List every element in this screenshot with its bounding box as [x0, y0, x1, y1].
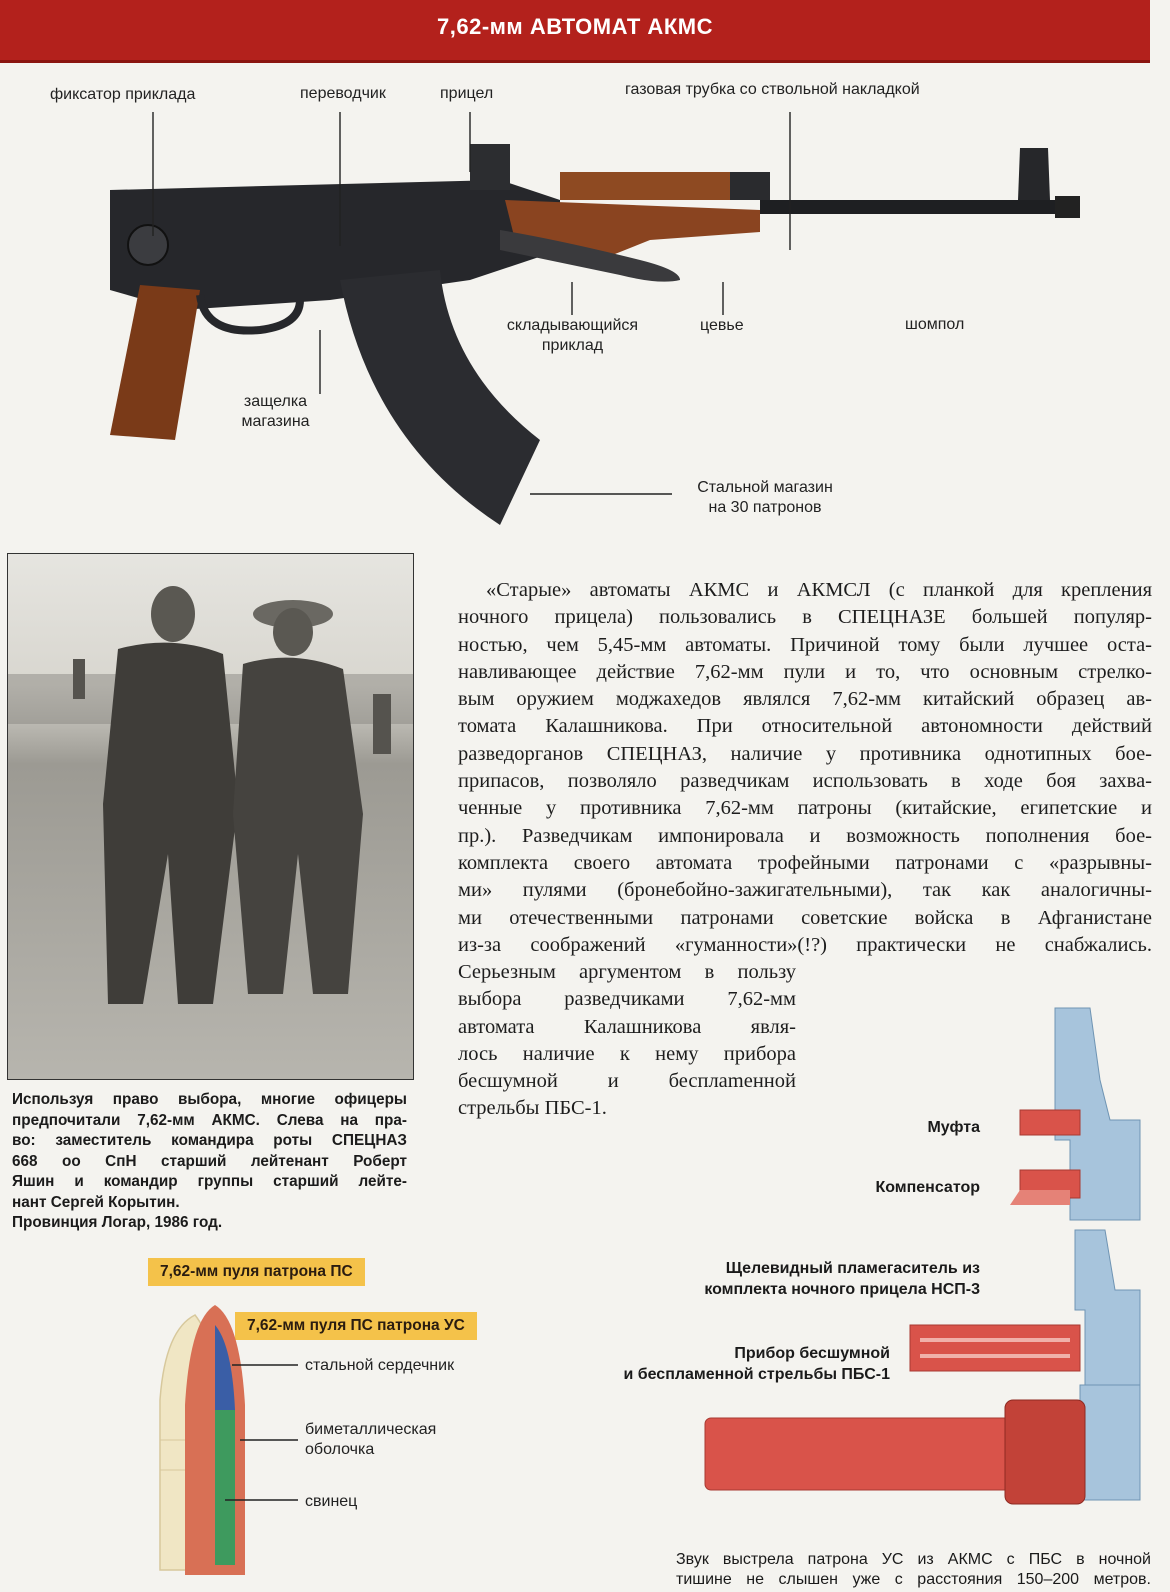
- article-line: лось наличие к нему прибора: [458, 1042, 796, 1065]
- article-line: «Старые» автоматы АКМС и АКМСЛ (с планкой для крепления: [486, 579, 1152, 601]
- label-jacket: [305, 1420, 436, 1460]
- label-pbs: [580, 1343, 890, 1385]
- article-line: ченные у противника 7,62-мм патроны (китайские, египетские и: [458, 797, 1152, 820]
- article-line: ми отечественными патронами советские войска в Афганистане: [458, 906, 1152, 929]
- stock-latch-disc: [128, 225, 168, 265]
- article-line: стрельбы ПБС-1.: [458, 1097, 607, 1120]
- label-jacket-line2: оболочка: [305, 1441, 375, 1458]
- article-line: выбора разведчиками 7,62-мм: [458, 988, 796, 1011]
- photo-caption-line: Яшин и командир группы старший лейте-: [12, 1173, 407, 1190]
- label-mag-catch-line1: защелка: [243, 393, 308, 410]
- label-magazine-line2: на 30 патронов: [708, 499, 822, 516]
- label-cleaning-rod: шомпол: [905, 316, 965, 333]
- label-gas-tube: газовая трубка со ствольной накладкой: [625, 81, 920, 98]
- article-line: ночного прицела) пользовались в СПЕЦНАЗЕ большей популяр-: [458, 606, 1152, 629]
- label-jacket-line1: биметаллическая: [305, 1421, 437, 1438]
- label-magazine: [680, 478, 850, 518]
- photo-caption-line: нант Сергей Корытин.: [12, 1193, 180, 1211]
- label-sight: прицел: [440, 85, 494, 102]
- label-selector: переводчик: [300, 85, 386, 102]
- article-line: вым оружием моджахедов являлся 7,62-мм китайский образец ав-: [458, 688, 1152, 711]
- label-pbs-line2: и беспламенной стрельбы ПБС-1: [623, 1366, 890, 1383]
- muzzle-devices-diagram: [690, 1000, 1170, 1510]
- label-compensator: Компенсатор: [875, 1179, 980, 1196]
- label-handguard: цевье: [700, 317, 744, 334]
- label-magazine-line1: Стальной магазин: [697, 479, 833, 496]
- rear-sight: [470, 144, 510, 190]
- label-steel-core: стальной сердечник: [305, 1357, 455, 1374]
- label-flash-hider: [640, 1258, 980, 1300]
- coupling: [1020, 1110, 1080, 1135]
- label-ps-bullet: 7,62-мм пуля патрона ПС: [148, 1258, 365, 1286]
- article-line: пр.). Разведчикам импонировала и возможность пополнения бое-: [458, 824, 1152, 847]
- article-line: припасов, позволяло разведчикам использовать в ходе боя захва-: [458, 770, 1152, 793]
- photo-soldiers: [7, 553, 414, 1080]
- article-line: комплекта своего автомата трофейными патронами с «разрывны-: [458, 851, 1152, 874]
- article-line: разведорганов СПЕЦНАЗ, наличие у противника однотипных бое-: [458, 742, 1152, 765]
- label-pbs-line1: Прибор бесшумной: [734, 1345, 890, 1362]
- soldier-left-head: [151, 586, 195, 642]
- label-stock-latch: фиксатор приклада: [50, 86, 196, 103]
- article-body-wide: [458, 577, 1152, 959]
- rifle-illustration: [0, 60, 1170, 560]
- label-folding-stock-line2: приклад: [541, 337, 604, 354]
- label-us-bullet: 7,62-мм пуля ПС патрона УС: [235, 1312, 477, 1340]
- article-line: из-за соображений «гуманности»(!?) практически не снабжались.: [458, 933, 1152, 956]
- article-line: автомата Калашникова явля-: [458, 1015, 796, 1038]
- label-mag-catch-line2: магазина: [241, 413, 310, 430]
- label-mag-catch: [228, 392, 323, 432]
- pbs-caption-line2: тишине не слышен уже с расстояния 150–200 метров.: [676, 1571, 1151, 1588]
- magazine: [340, 270, 540, 525]
- article-line: томата Калашникова. При относительной автономности действий: [458, 715, 1152, 738]
- label-flash-hider-line1: Щелевидный пламегаситель из: [725, 1260, 980, 1277]
- page-title: 7,62-мм АВТОМАТ АКМС: [437, 14, 713, 39]
- photo-caption: [12, 1090, 407, 1234]
- pistol-grip: [110, 285, 200, 440]
- article-line: Серьезным аргументом в пользу: [458, 961, 796, 983]
- lead-core: [215, 1410, 235, 1565]
- photo-caption-line: 668 оо СпН старший лейтенант Роберт: [12, 1152, 407, 1170]
- label-folding-stock-line1: складывающийся: [506, 317, 639, 334]
- pbs-knurled-ring: [1005, 1400, 1085, 1504]
- pbs-caption: [676, 1550, 1151, 1590]
- pbs-caption-line1: Звук выстрела патрона УС из АКМС с ПБС в ночной: [676, 1551, 1151, 1568]
- front-sight-block-2: [1075, 1230, 1140, 1400]
- article-line: ностью, чем 5,45-мм автоматы. Причиной тому были лучшее оста-: [458, 633, 1152, 656]
- label-folding-stock: [490, 316, 655, 356]
- article-line: бесшумной и бесплameнной: [458, 1070, 796, 1093]
- flash-hider: [910, 1325, 1080, 1371]
- photo-caption-line: предпочитали 7,62-мм АКМС. Слева на пра-: [12, 1111, 407, 1129]
- article-line: навливающее действие 7,62-мм пули и то, что основным стрелко-: [458, 660, 1152, 683]
- photo-caption-location: Провинция Логар, 1986 год.: [12, 1214, 223, 1231]
- pbs-suppressor: [705, 1418, 1025, 1490]
- photo-caption-line: Используя право выбора, многие офицеры: [12, 1091, 407, 1108]
- label-flash-hider-line2: комплекта ночного прицела НСП-3: [704, 1281, 980, 1298]
- label-lead: свинец: [305, 1493, 358, 1510]
- barrel: [760, 200, 1080, 214]
- photo-caption-line: во: заместитель командира роты СПЕЦНАЗ: [12, 1132, 407, 1149]
- front-sight: [1018, 148, 1050, 200]
- article-line: ми» пулями (бронебойно-зажигательными), так как аналогичны-: [458, 879, 1152, 902]
- label-coupling: Муфта: [927, 1119, 980, 1136]
